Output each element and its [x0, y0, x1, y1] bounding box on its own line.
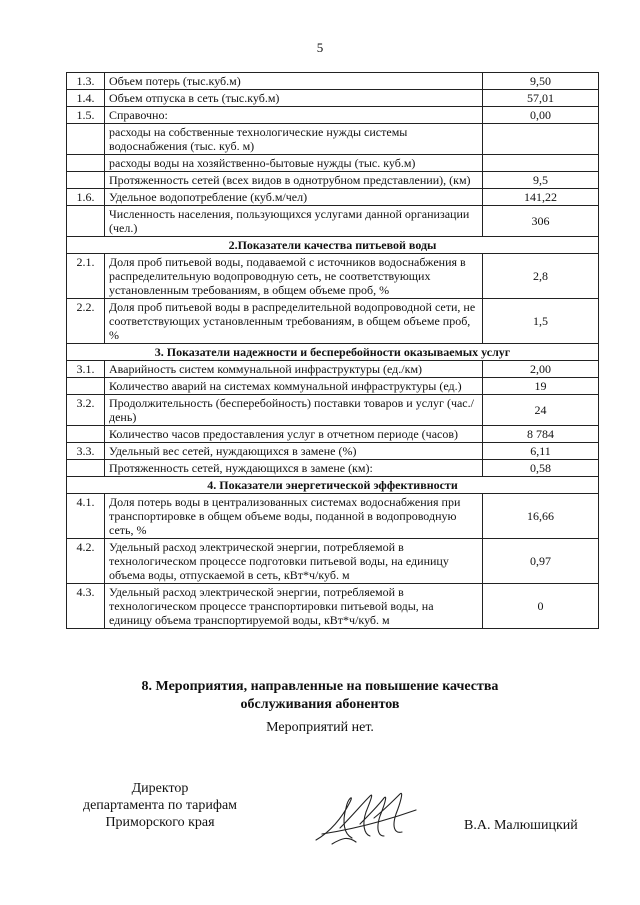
indicator-name: Удельный расход электрической энергии, потребляемой в технологическом процессе транспортировки питьевой воды, на единицу объема транспортируемой воды, кВт*ч/куб. м: [105, 584, 483, 629]
row-number: [67, 426, 105, 443]
table-row: [67, 539, 599, 584]
table-row: [67, 494, 599, 539]
indicator-name: Протяженность сетей (всех видов в однотрубном представлении), (км): [105, 172, 483, 189]
section-header: 3. Показатели надежности и бесперебойности оказываемых услуг: [67, 344, 599, 361]
signatory-name: В.А. Малюшицкий: [464, 818, 578, 833]
indicator-name: Объем потерь (тыс.куб.м): [105, 73, 483, 90]
table-row: [67, 124, 599, 155]
indicator-value: 8 784: [483, 426, 599, 443]
section-header-row: [67, 237, 599, 254]
indicator-value: 57,01: [483, 90, 599, 107]
page-number: 5: [316, 40, 324, 55]
indicator-name: Удельный расход электрической энергии, потребляемой в технологическом процессе подготовки питьевой воды, на единицу объема воды, отпускаемой в сеть, кВт*ч/куб. м: [105, 539, 483, 584]
row-number: 1.4.: [67, 90, 105, 107]
indicator-name: Аварийность систем коммунальной инфраструктуры (ед./км): [105, 361, 483, 378]
indicator-name: Протяженность сетей, нуждающихся в замене (км):: [105, 460, 483, 477]
table-row: [67, 73, 599, 90]
indicators-table: [66, 72, 599, 629]
indicator-name: Доля проб питьевой воды, подаваемой с источников водоснабжения в распределительную водопроводную сеть, не соответствующих установленным требованиям, в общем объеме проб, %: [105, 254, 483, 299]
row-number: 3.1.: [67, 361, 105, 378]
table-row: [67, 206, 599, 237]
row-number: 3.2.: [67, 395, 105, 426]
section-header-row: [67, 344, 599, 361]
indicator-value: 141,22: [483, 189, 599, 206]
signatory-title: [60, 780, 260, 831]
table-row: [67, 107, 599, 124]
signatory-title-line2: департамента по тарифам: [82, 798, 238, 813]
row-number: [67, 172, 105, 189]
table-row: [67, 426, 599, 443]
indicator-name: Удельное водопотребление (куб.м/чел): [105, 189, 483, 206]
row-number: 1.3.: [67, 73, 105, 90]
row-number: [67, 206, 105, 237]
indicator-value: 1,5: [483, 299, 599, 344]
section-8-heading-line1: 8. Мероприятия, направленные на повышение качества: [141, 679, 499, 694]
table-row: [67, 443, 599, 460]
row-number: 1.6.: [67, 189, 105, 206]
row-number: [67, 460, 105, 477]
table-row: [67, 361, 599, 378]
row-number: 4.2.: [67, 539, 105, 584]
indicator-value: 19: [483, 378, 599, 395]
indicator-name: Численность населения, пользующихся услугами данной организации (чел.): [105, 206, 483, 237]
indicator-value: 0,58: [483, 460, 599, 477]
row-number: [67, 378, 105, 395]
table-row: [67, 460, 599, 477]
row-number: 4.1.: [67, 494, 105, 539]
table-row: [67, 90, 599, 107]
row-number: [67, 124, 105, 155]
table-row: [67, 155, 599, 172]
signatory-title-line1: Директор: [131, 781, 189, 796]
indicator-value: [483, 124, 599, 155]
row-number: 2.2.: [67, 299, 105, 344]
indicator-value: 16,66: [483, 494, 599, 539]
table-row: [67, 395, 599, 426]
indicator-name: Справочно:: [105, 107, 483, 124]
indicator-name: Количество часов предоставления услуг в отчетном периоде (часов): [105, 426, 483, 443]
indicator-name: Доля потерь воды в централизованных системах водоснабжения при транспортировке в общем объеме воды, поданной в водопроводную сеть, %: [105, 494, 483, 539]
row-number: 1.5.: [67, 107, 105, 124]
section-8-heading: [0, 678, 640, 714]
row-number: 3.3.: [67, 443, 105, 460]
section-8-heading-line2: обслуживания абонентов: [240, 697, 400, 712]
table-row: [67, 378, 599, 395]
indicator-name: Удельный вес сетей, нуждающихся в замене (%): [105, 443, 483, 460]
indicator-value: 24: [483, 395, 599, 426]
table-row: [67, 172, 599, 189]
section-8-text: Мероприятий нет.: [266, 720, 374, 735]
indicator-value: 9,5: [483, 172, 599, 189]
indicator-value: 9,50: [483, 73, 599, 90]
row-number: 2.1.: [67, 254, 105, 299]
indicator-name: Продолжительность (бесперебойность) поставки товаров и услуг (час./день): [105, 395, 483, 426]
section-header: 2.Показатели качества питьевой воды: [67, 237, 599, 254]
indicator-name: Доля проб питьевой воды в распределительной водопроводной сети, не соответствующих установленным требованиям, в общем объеме проб, %: [105, 299, 483, 344]
indicator-value: 2,8: [483, 254, 599, 299]
table-row: [67, 189, 599, 206]
indicator-value: 0,00: [483, 107, 599, 124]
indicator-value: 306: [483, 206, 599, 237]
signatory-title-line3: Приморского края: [105, 815, 215, 830]
indicator-value: [483, 155, 599, 172]
indicator-name: Объем отпуска в сеть (тыс.куб.м): [105, 90, 483, 107]
table-row: [67, 254, 599, 299]
section-header: 4. Показатели энергетической эффективности: [67, 477, 599, 494]
indicator-name: Количество аварий на системах коммунальной инфраструктуры (ед.): [105, 378, 483, 395]
indicator-value: 0,97: [483, 539, 599, 584]
table-row: [67, 299, 599, 344]
row-number: [67, 155, 105, 172]
table-row: [67, 584, 599, 629]
indicator-value: 2,00: [483, 361, 599, 378]
row-number: 4.3.: [67, 584, 105, 629]
handwritten-signature: [312, 788, 422, 848]
indicator-value: 0: [483, 584, 599, 629]
indicator-name: расходы на собственные технологические нужды системы водоснабжения (тыс. куб. м): [105, 124, 483, 155]
section-header-row: [67, 477, 599, 494]
indicator-name: расходы воды на хозяйственно-бытовые нужды (тыс. куб.м): [105, 155, 483, 172]
indicator-value: 6,11: [483, 443, 599, 460]
